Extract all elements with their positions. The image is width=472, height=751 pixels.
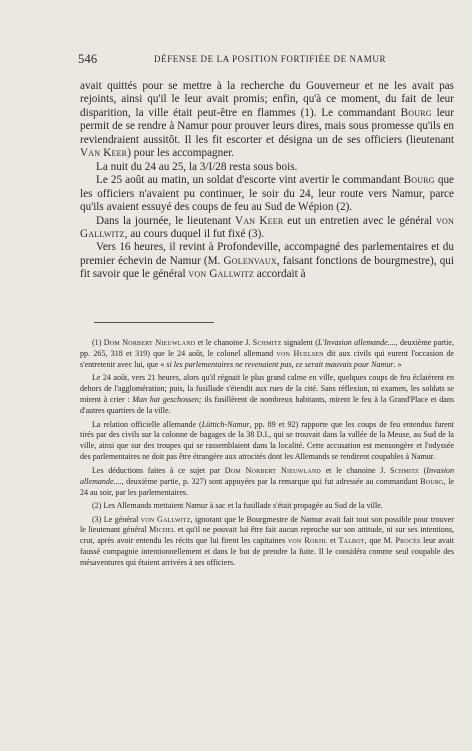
paragraph-5: Vers 16 heures, il revint à Profondeville, accompagné des parlementaires et du premier échevin de Namur (M. Golenvaux, faisant fonctions de bourgmestre), qui fit savoir que le général von Gallwitz accordait à — [80, 241, 454, 281]
paragraph-2: La nuit du 24 au 25, la 3/I/28 resta sous bois. — [96, 160, 298, 173]
footnote-2: (2) Les Allemands mettaient Namur à sac et la fusillade s'était propagée au Sud de la ville. — [92, 501, 383, 511]
person-name: Bourg — [403, 174, 435, 187]
person-name: Golenvaux — [223, 254, 277, 267]
footnote-3: (3) Le général von Gallwitz, ignorant que le Bourgmestre de Namur avait fait tout son possible pour trouver le lieutenant général Michel et qu'il ne pouvait lui être fait aucun reproche sur son attitude, ni sur ses intentions, crut, après avoir entendu les récits que lui firent les capitaines von Rokhl et Talbot, que M. Procès leur avait faussé compagnie intentionnellement et dans le but de prendre la fuite. Il le considéra comme seul coupable des mésaventures qui étaient arrivées à ses officiers. — [80, 514, 454, 568]
paragraph-3: Le 25 août au matin, un soldat d'escorte vint avertir le commandant Bourg que les officiers n'avaient pu continuer, le soir du 24, leur route vers Namur, parce qu'ils avaient essuyé des coups de feu au Sud de Wépion (2). — [80, 174, 455, 214]
person-name: von Gallwitz — [188, 268, 254, 281]
person-name: Van Keer — [80, 147, 128, 160]
page-number: 546 — [78, 52, 98, 66]
person-name: Bourg — [400, 106, 432, 119]
footnote-1-cont-a: Le 24 août, vers 21 heures, alors qu'il régnait le plus grand calme en ville, quelques coups de feu éclatèrent en dehors de l'agglomération; puis, la fusillade s'étendit aux rues de la cité. Sans réflexion, ni examen, les soldats se mirent à crier : Man hat geschossen; ils fusillèrent de nombreux habitants, mirent le feu à la Grand'Place et dans d'autres quartiers de la ville. — [80, 373, 454, 416]
footnote-1-cont-c: Les déductions faites à ce sujet par Dom Norbert Nieuwland et le chanoine J. Schmitz (Invasion allemande...., deuxième partie, p. 327) sont appuyées par la remarque qui fut adressée au commandant Bourg, le 24 au soir, par les parlementaires. — [80, 465, 454, 497]
main-text — [80, 80, 454, 282]
page-header — [78, 52, 408, 66]
footnote-rule — [94, 322, 214, 323]
person-name: von Gallwitz — [80, 214, 454, 240]
footnote-1: (1) Dom Norbert Nieuwland et le chanoine J. Schmitz signalent (L'Invasion allemande...., deuxième partie, pp. 265, 318 et 319) que le 24 août, le colonel allemand von Huelsen dit aux civils qui eurent l'occasion de s'entretenir avec lui, que « si les parlementaires ne revenaient pas, ce serait mauvais pour Namur. » — [80, 338, 455, 369]
footnote-1-cont-b: La relation officielle allemande (Lüttich-Namur, pp. 89 et 92) rapporte que les coups de feu entendus furent tirés par des civils sur la colonne de bagages de la 38 D.I., qui se trouvait dans la vallée de la Meuse, au Sud de la ville, ainsi que sur des troupes qui se rassemblaient dans la localité. Cette accusation est mensongère et l'odyssée des parlementaires ne doit pas être étrangère aux atrocités dont les Allemands se rendirent coupables à Namur. — [80, 419, 455, 462]
paragraph-4: Dans la journée, le lieutenant Van Keer eut un entretien avec le général von Gallwitz, au cours duquel il fut fixé (3). — [80, 214, 454, 240]
running-title: DÉFENSE DE LA POSITION FORTIFIÉE DE NAMUR — [154, 54, 387, 64]
person-name: Van Keer — [235, 214, 284, 227]
paragraph-1: avait quittés pour se mettre à la recherche du Gouverneur et ne les avait pas rejoints, ainsi qu'il le leur avait promis; enfin, qu'à ce moment, du fait de leur disparition, la ville était peut-être en flammes (1). Le commandant Bourg leur permit de se rendre à Namur pour prouver leurs dires, mais sous promesse qu'ils en reviendraient aussitôt. Il les fit escorter et désigna un de ses officiers (lieutenant Van Keer) pour les accompagner. — [80, 80, 454, 160]
footnotes — [80, 338, 454, 572]
